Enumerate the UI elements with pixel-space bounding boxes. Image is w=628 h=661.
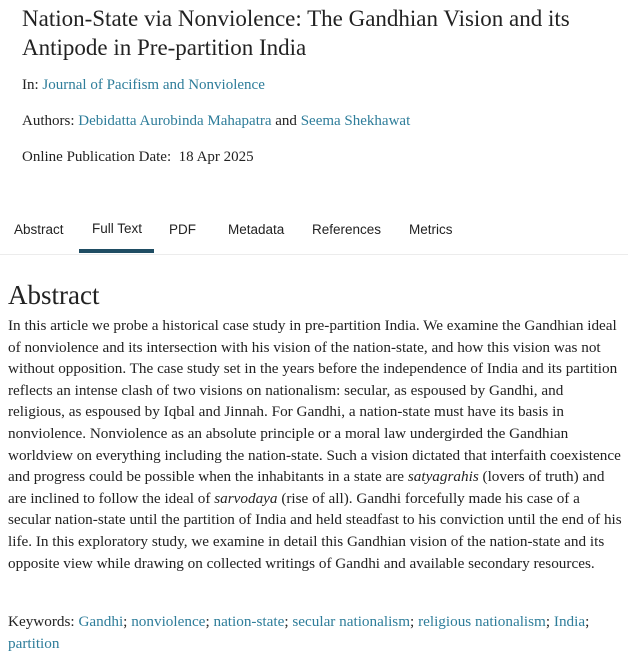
- abstract-part-2: (lovers of truth) and are inclined to follow the ideal of: [8, 468, 605, 507]
- abstract-heading: Abstract: [8, 280, 100, 310]
- tab-abstract[interactable]: Abstract: [14, 222, 64, 237]
- tab-metrics[interactable]: Metrics: [409, 222, 453, 237]
- abstract-part-1: In this article we probe a historical case study in pre-partition India. We examine the Gandhian ideal of nonviolence and its intersection with his vision of the nation-state, and how this vision was not without opposition. The case study set in the years before the independence of India and its partition reflects an intense clash of two visions on nationalism: secular, as espoused by Gandhi, and religious, as espoused by Iqbal and Jinnah. For Gandhi, a nation-state must have its basis in nonviolence. Nonviolence as an absolute principle or a moral law undergirded the Gandhian worldview on everything including the nation-state. Such a vision dictated that interfaith coexistence and progress could be possible when the inhabitants in a state are: [8, 317, 621, 486]
- abstract-part-3: (rise of all). Gandhi forcefully made his case of a secular nation-state until the partition of India and held steadfast to his conviction until the end of his life. In this exploratory study, we examine in detail this Gandhian vision of the nation-state and its opposite view while drawing on collected writings of Gandhi and available secondary resources.: [8, 489, 622, 572]
- pubdate-value: 18 Apr 2025: [178, 149, 254, 165]
- keywords-label: Keywords:: [8, 613, 75, 630]
- abstract-text: [8, 315, 624, 574]
- keyword-link[interactable]: religious nationalism: [418, 613, 546, 630]
- tab-full-text[interactable]: Full Text: [92, 221, 143, 236]
- author-link-2[interactable]: Seema Shekhawat: [300, 113, 411, 129]
- keywords: Keywords: Gandhi; nonviolence; nation-state; secular nationalism; religious nationalism; India; partition: [8, 613, 590, 652]
- article-title: Nation-State via Nonviolence: The Gandhian Vision and its Antipode in Pre-partition India: [22, 6, 570, 60]
- author-link-1[interactable]: Debidatta Aurobinda Mahapatra: [78, 113, 272, 129]
- tab-metadata[interactable]: Metadata: [228, 222, 285, 237]
- authors-and: and: [275, 113, 297, 129]
- authors-line: [22, 112, 410, 131]
- article-header: [22, 4, 612, 62]
- in-label: In:: [22, 77, 39, 93]
- journal-link[interactable]: Journal of Pacifism and Nonviolence: [42, 77, 265, 93]
- publication-date-line: [22, 148, 254, 167]
- abstract-term-satyagrahis: satyagrahis: [407, 468, 479, 486]
- journal-line: [22, 76, 265, 95]
- keyword-link[interactable]: partition: [8, 634, 60, 652]
- abstract-term-sarvodaya: sarvodaya: [214, 489, 278, 507]
- article-tabs: [0, 212, 628, 255]
- tab-references[interactable]: References: [312, 222, 382, 237]
- pubdate-label: Online Publication Date:: [22, 149, 172, 165]
- keyword-link[interactable]: India: [553, 613, 586, 630]
- authors-label: Authors:: [22, 113, 75, 129]
- keyword-link[interactable]: Gandhi: [78, 613, 124, 630]
- keyword-link[interactable]: nonviolence: [131, 613, 206, 630]
- keyword-link[interactable]: nation-state: [213, 613, 285, 630]
- keyword-link[interactable]: secular nationalism: [292, 613, 411, 630]
- tab-pdf[interactable]: PDF: [169, 222, 196, 237]
- active-tab-indicator: [79, 249, 154, 253]
